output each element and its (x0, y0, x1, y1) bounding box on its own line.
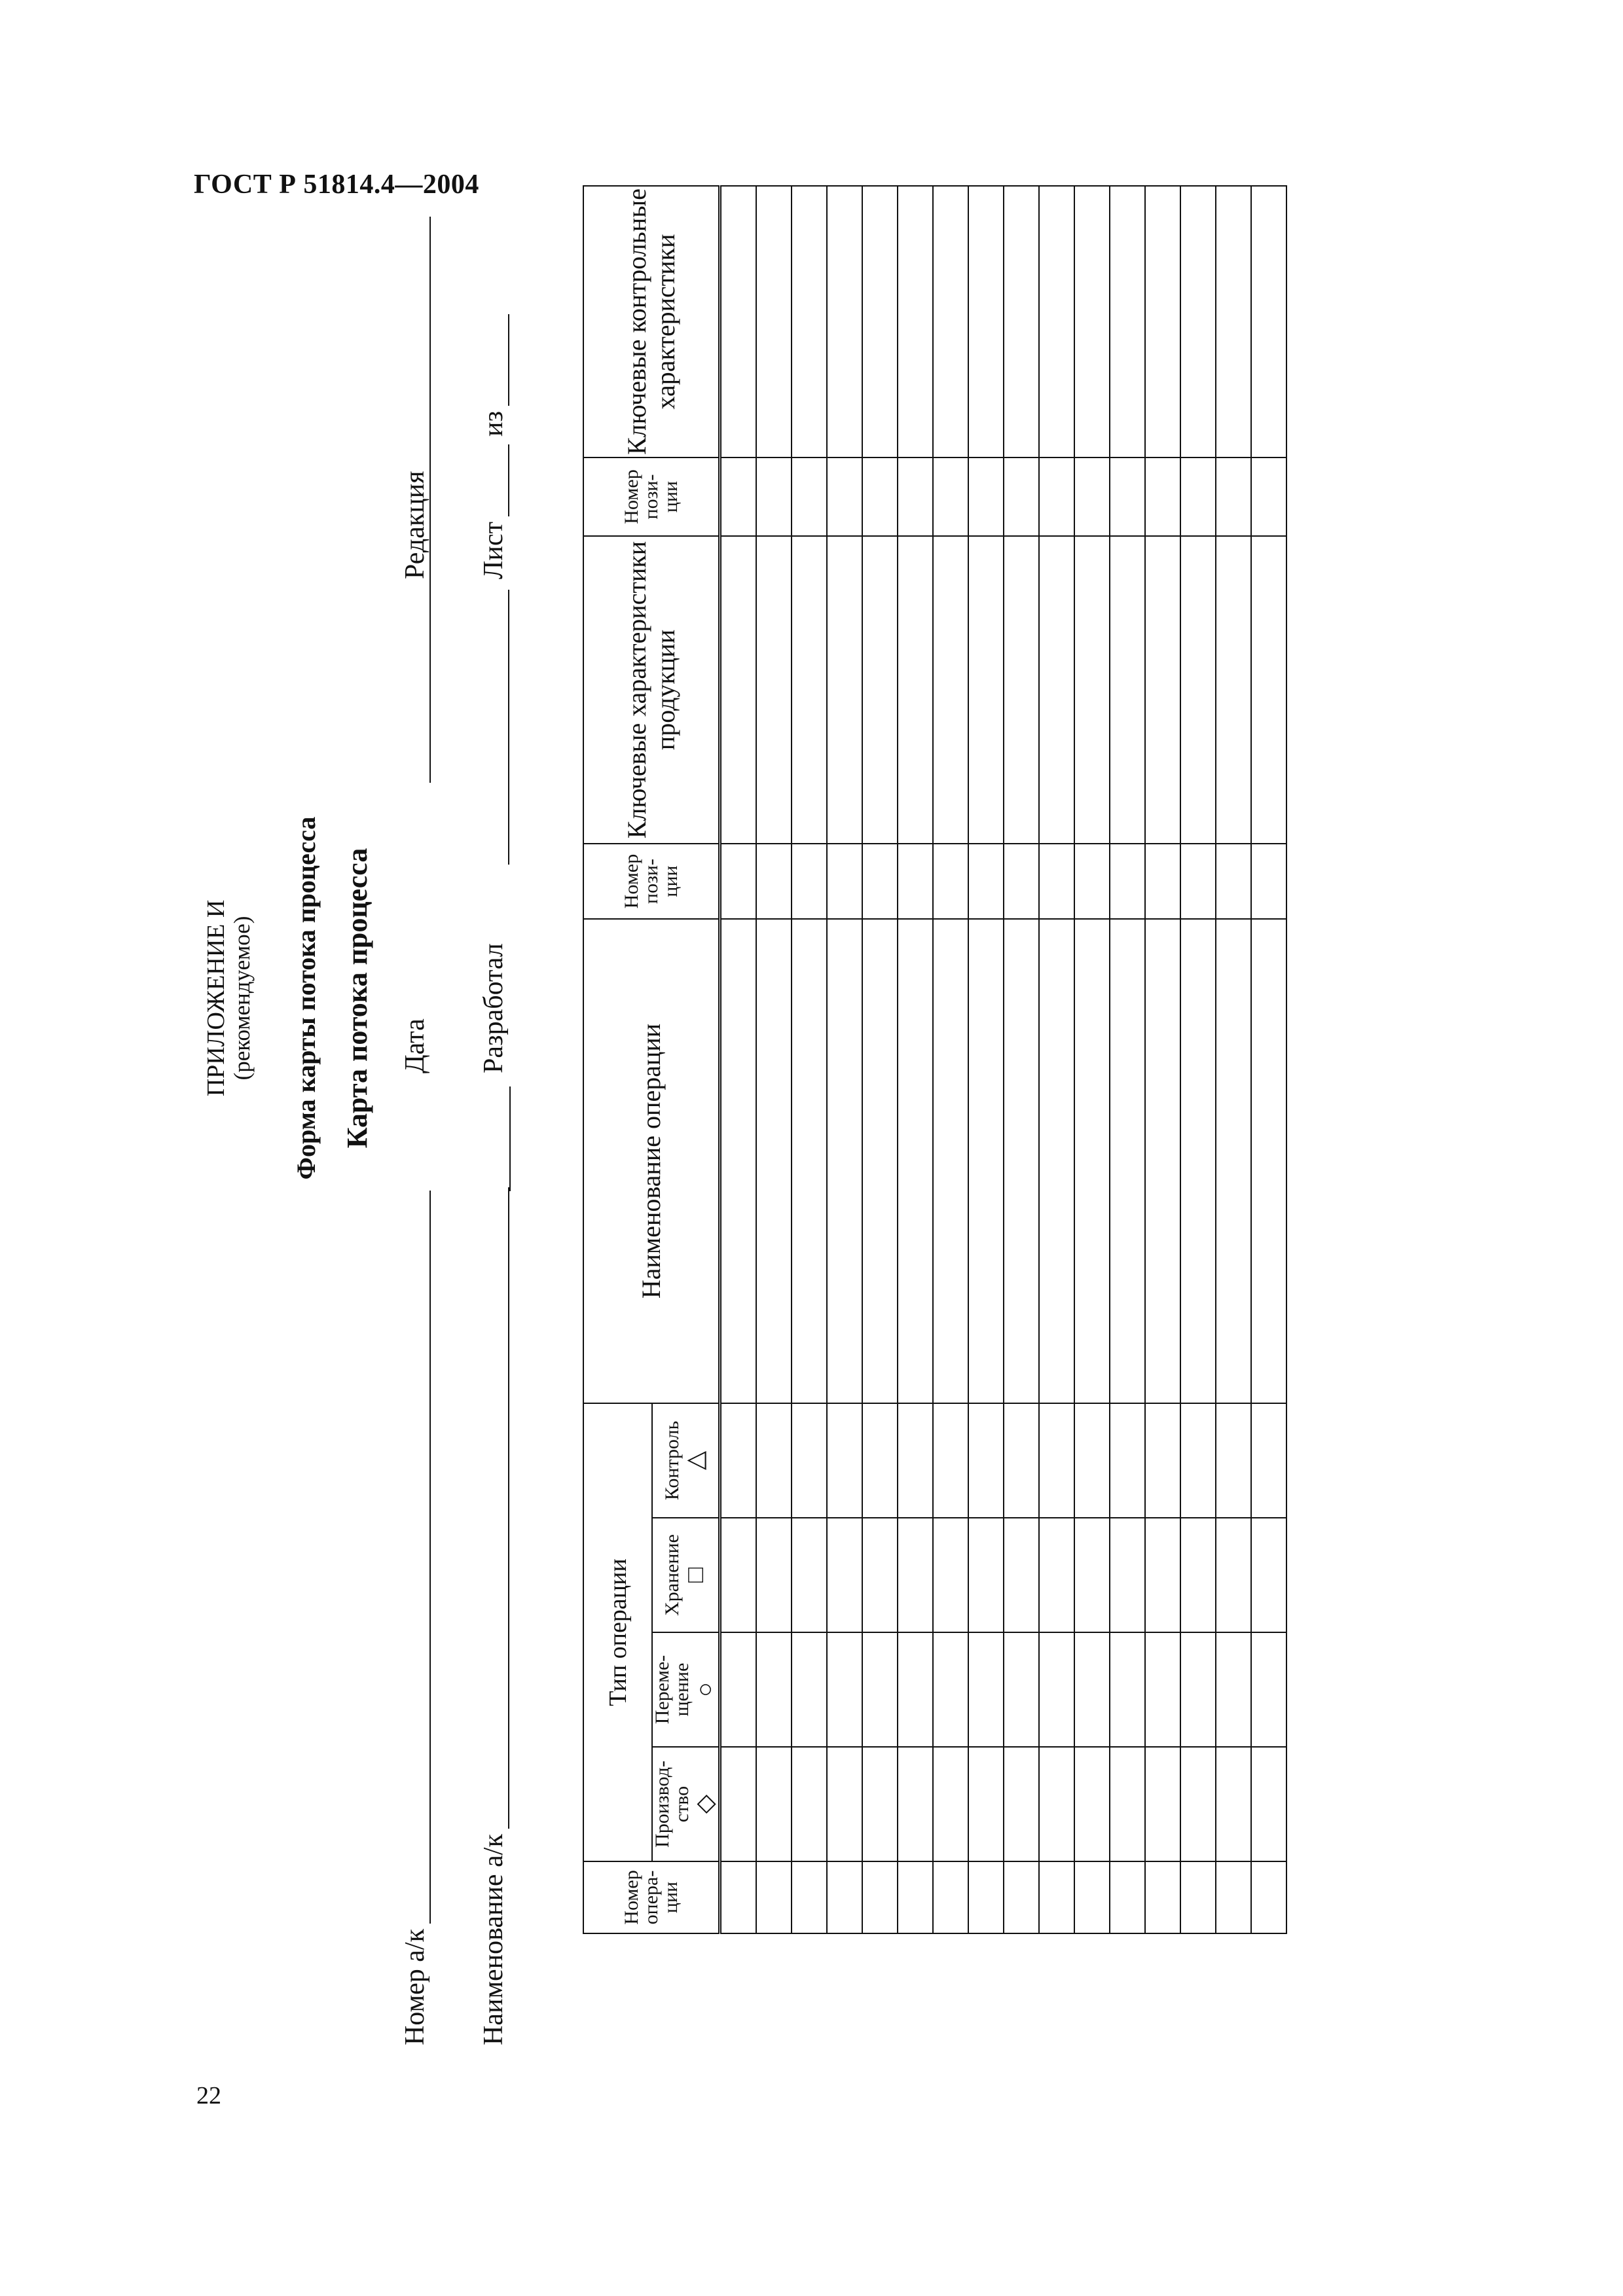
table-cell[interactable] (1251, 1518, 1286, 1632)
table-cell[interactable] (792, 536, 827, 844)
table-cell[interactable] (968, 1518, 1004, 1632)
table-cell[interactable] (1216, 844, 1251, 919)
table-cell[interactable] (1039, 1747, 1074, 1861)
table-cell[interactable] (898, 919, 933, 1403)
table-cell[interactable] (827, 1518, 862, 1632)
table-cell[interactable] (827, 1861, 862, 1933)
table-cell[interactable] (1251, 186, 1286, 457)
table-cell[interactable] (720, 844, 757, 919)
nomer-blank-line[interactable] (403, 1191, 431, 1924)
table-cell[interactable] (968, 1747, 1004, 1861)
date-label: Дата (400, 1018, 430, 1073)
process-flow-table (583, 185, 1287, 1934)
table-cell[interactable] (1251, 457, 1286, 536)
header-movement (652, 1632, 720, 1747)
table-cell[interactable] (1110, 1861, 1145, 1933)
table-cell[interactable] (792, 919, 827, 1403)
table-cell[interactable] (1110, 457, 1145, 536)
appendix-title: ПРИЛОЖЕНИЕ И (202, 899, 230, 1097)
table-cell[interactable] (1145, 536, 1180, 844)
table-cell[interactable] (1039, 457, 1074, 536)
table-cell[interactable] (862, 536, 898, 844)
table-cell[interactable] (1180, 1632, 1216, 1747)
document-standard-number: ГОСТ Р 51814.4—2004 (194, 170, 479, 200)
table-cell[interactable] (1216, 1403, 1251, 1518)
table-cell[interactable] (1074, 1403, 1110, 1518)
table-cell[interactable] (1110, 1518, 1145, 1632)
table-cell[interactable] (1251, 919, 1286, 1403)
table-cell[interactable] (1251, 1861, 1286, 1933)
developer-blank-line[interactable] (482, 590, 509, 865)
table-cell[interactable] (756, 1518, 792, 1632)
developer-field (478, 590, 509, 1073)
table-cell[interactable] (1039, 919, 1074, 1403)
table-cell[interactable] (1110, 844, 1145, 919)
table-cell[interactable] (933, 186, 968, 457)
table-cell[interactable] (933, 536, 968, 844)
table-cell[interactable] (1004, 1403, 1039, 1518)
table-cell[interactable] (1251, 536, 1286, 844)
storage-label: Хранение (661, 1534, 683, 1616)
table-cell[interactable] (898, 1518, 933, 1632)
table-cell[interactable] (1004, 186, 1039, 457)
table-cell[interactable] (756, 536, 792, 844)
table-cell[interactable] (862, 844, 898, 919)
table-cell[interactable] (1145, 1747, 1180, 1861)
table-cell[interactable] (862, 1632, 898, 1747)
nomer-label: Номер а/к (400, 1929, 430, 2045)
header-operation-number: Номер опера- ции (583, 1861, 720, 1933)
table-cell[interactable] (933, 919, 968, 1403)
table-cell[interactable] (1074, 536, 1110, 844)
table-cell[interactable] (756, 186, 792, 457)
table-cell[interactable] (720, 919, 757, 1403)
table-cell[interactable] (1110, 1747, 1145, 1861)
table-cell[interactable] (756, 1861, 792, 1933)
of-blank-line[interactable] (482, 314, 509, 406)
table-row (756, 186, 792, 1933)
table-cell[interactable] (720, 1747, 757, 1861)
sheet-field (478, 314, 509, 579)
table-row (933, 186, 968, 1933)
table-cell[interactable] (1180, 457, 1216, 536)
table-cell[interactable] (1216, 1632, 1251, 1747)
table-cell[interactable] (862, 1861, 898, 1933)
table-cell[interactable] (968, 919, 1004, 1403)
table-row (1216, 186, 1251, 1933)
table-cell[interactable] (720, 1518, 757, 1632)
developer-left-line (509, 1086, 511, 1191)
table-cell[interactable] (898, 457, 933, 536)
table-cell[interactable] (1145, 844, 1180, 919)
table-cell[interactable] (1145, 457, 1180, 536)
table-cell[interactable] (968, 844, 1004, 919)
table-cell[interactable] (720, 1632, 757, 1747)
table-cell[interactable] (1251, 1747, 1286, 1861)
table-cell[interactable] (862, 919, 898, 1403)
table-cell[interactable] (862, 457, 898, 536)
table-cell[interactable] (827, 536, 862, 844)
table-row (1145, 186, 1180, 1933)
table-cell[interactable] (1074, 457, 1110, 536)
table-cell[interactable] (1110, 186, 1145, 457)
table-cell[interactable] (898, 1403, 933, 1518)
table-cell[interactable] (1039, 844, 1074, 919)
table-cell[interactable] (1145, 186, 1180, 457)
nomer-field (399, 1191, 431, 2045)
page-number: 22 (196, 2082, 221, 2109)
table-row (1074, 186, 1110, 1933)
table-row (968, 186, 1004, 1933)
rotated-form (202, 188, 1211, 2045)
table-cell[interactable] (1004, 1861, 1039, 1933)
name-label: Наименование а/к (479, 1834, 509, 2045)
table-cell[interactable] (720, 457, 757, 536)
table-cell[interactable] (827, 919, 862, 1403)
table-row (1180, 186, 1216, 1933)
table-cell[interactable] (862, 186, 898, 457)
table-cell[interactable] (898, 1632, 933, 1747)
table-cell[interactable] (792, 1518, 827, 1632)
table-cell[interactable] (1074, 1518, 1110, 1632)
table-cell[interactable] (827, 186, 862, 457)
table-cell[interactable] (1180, 844, 1216, 919)
table-cell[interactable] (827, 1632, 862, 1747)
table-cell[interactable] (968, 1861, 1004, 1933)
name-blank-line[interactable] (482, 1187, 509, 1829)
table-cell[interactable] (756, 1632, 792, 1747)
form-title: Форма карты потока процесса (291, 816, 321, 1180)
table-cell[interactable] (898, 1747, 933, 1861)
table-cell[interactable] (792, 844, 827, 919)
table-cell[interactable] (1004, 457, 1039, 536)
table-cell[interactable] (968, 1632, 1004, 1747)
table-cell[interactable] (1004, 919, 1039, 1403)
table-cell[interactable] (1251, 1403, 1286, 1518)
table-cell[interactable] (792, 1632, 827, 1747)
table-cell[interactable] (1216, 1861, 1251, 1933)
table-cell[interactable] (1180, 536, 1216, 844)
table-row (792, 186, 827, 1933)
table-cell[interactable] (720, 1403, 757, 1518)
table-cell[interactable] (827, 457, 862, 536)
table-cell[interactable] (1180, 1403, 1216, 1518)
table-cell[interactable] (1145, 1861, 1180, 1933)
table-cell[interactable] (1180, 1861, 1216, 1933)
table-cell[interactable] (933, 844, 968, 919)
diamond-icon: ◇ (691, 1794, 719, 1814)
table-cell[interactable] (898, 536, 933, 844)
table-cell[interactable] (1004, 1747, 1039, 1861)
table-cell[interactable] (898, 186, 933, 457)
table-cell[interactable] (1216, 457, 1251, 536)
table-row (827, 186, 862, 1933)
table-cell[interactable] (1039, 1518, 1074, 1632)
developer-label: Разработал (479, 943, 509, 1073)
table-cell[interactable] (756, 844, 792, 919)
table-cell[interactable] (862, 1403, 898, 1518)
table-cell[interactable] (1180, 186, 1216, 457)
table-cell[interactable] (968, 1403, 1004, 1518)
table-cell[interactable] (1074, 1632, 1110, 1747)
table-cell[interactable] (756, 457, 792, 536)
table-cell[interactable] (792, 457, 827, 536)
sheet-blank-line[interactable] (482, 444, 509, 516)
table-cell[interactable] (933, 1747, 968, 1861)
table-cell[interactable] (1251, 1632, 1286, 1747)
table-cell[interactable] (933, 1632, 968, 1747)
table-cell[interactable] (1110, 1632, 1145, 1747)
header-position-number-1: Номер пози- ции (583, 844, 720, 919)
table-cell[interactable] (792, 186, 827, 457)
table-cell[interactable] (1074, 844, 1110, 919)
table-cell[interactable] (1216, 186, 1251, 457)
table-cell[interactable] (898, 844, 933, 919)
edition-field (399, 217, 431, 579)
name-field (478, 1187, 509, 2045)
circle-icon: ○ (691, 1682, 719, 1697)
table-cell[interactable] (933, 1403, 968, 1518)
table-cell[interactable] (827, 1403, 862, 1518)
table-cell[interactable] (1039, 1403, 1074, 1518)
table-cell[interactable] (1110, 536, 1145, 844)
table-cell[interactable] (1039, 536, 1074, 844)
header-operation-type: Тип операции (583, 1403, 652, 1861)
table-cell[interactable] (862, 1747, 898, 1861)
table-cell[interactable] (756, 1403, 792, 1518)
production-label: Производ- ство (651, 1761, 693, 1848)
table-cell[interactable] (968, 186, 1004, 457)
control-label: Контроль (661, 1420, 683, 1501)
table-cell[interactable] (720, 186, 757, 457)
table-cell[interactable] (1074, 186, 1110, 457)
header-control (652, 1403, 720, 1518)
table-cell[interactable] (1039, 1632, 1074, 1747)
table-cell[interactable] (827, 1747, 862, 1861)
header-position-number-2: Номер пози- ции (583, 457, 720, 536)
table-cell[interactable] (1145, 1518, 1180, 1632)
table-cell[interactable] (1216, 1747, 1251, 1861)
table-cell[interactable] (827, 844, 862, 919)
table-cell[interactable] (1074, 919, 1110, 1403)
table-cell[interactable] (1004, 1632, 1039, 1747)
table-cell[interactable] (1110, 1403, 1145, 1518)
table-cell[interactable] (933, 1518, 968, 1632)
table-row (862, 186, 898, 1933)
table-cell[interactable] (1216, 536, 1251, 844)
table-row (1110, 186, 1145, 1933)
table-cell[interactable] (933, 457, 968, 536)
card-title: Карта потока процесса (341, 848, 373, 1149)
table-row (1251, 186, 1286, 1933)
table-cell[interactable] (968, 536, 1004, 844)
table-cell[interactable] (1145, 1403, 1180, 1518)
of-label: из (479, 410, 509, 437)
edition-label: Редакция (400, 471, 430, 579)
table-row (898, 186, 933, 1933)
table-cell[interactable] (756, 919, 792, 1403)
appendix-subtitle: (рекомендуемое) (229, 916, 255, 1081)
table-body (720, 186, 1287, 1933)
table-cell[interactable] (1004, 844, 1039, 919)
table-cell[interactable] (792, 1403, 827, 1518)
edition-blank-line[interactable] (403, 217, 431, 465)
table-cell[interactable] (792, 1747, 827, 1861)
table-cell[interactable] (756, 1747, 792, 1861)
table-cell[interactable] (968, 457, 1004, 536)
table-cell[interactable] (1251, 844, 1286, 919)
table-cell[interactable] (720, 1861, 757, 1933)
table-cell[interactable] (1110, 919, 1145, 1403)
table-cell[interactable] (1004, 536, 1039, 844)
appendix-heading (203, 704, 255, 1293)
table-cell[interactable] (862, 1518, 898, 1632)
square-icon: □ (682, 1568, 709, 1583)
table-cell[interactable] (1216, 919, 1251, 1403)
table-cell[interactable] (1145, 919, 1180, 1403)
header-storage (652, 1518, 720, 1632)
header-control-characteristics: Ключевые контрольные характеристики (583, 186, 720, 457)
header-operation-name: Наименование операции (583, 919, 720, 1403)
table-cell[interactable] (1180, 919, 1216, 1403)
triangle-icon: △ (682, 1450, 709, 1471)
header-production (652, 1747, 720, 1861)
table-cell[interactable] (898, 1861, 933, 1933)
table-cell[interactable] (720, 536, 757, 844)
table-row (1004, 186, 1039, 1933)
movement-label: Переме- щение (651, 1655, 693, 1725)
header-product-characteristics: Ключевые характеристики продукции (583, 536, 720, 844)
table-cell[interactable] (1074, 1861, 1110, 1933)
table-cell[interactable] (1004, 1518, 1039, 1632)
table-cell[interactable] (1145, 1632, 1180, 1747)
sheet-label: Лист (479, 522, 509, 579)
table-cell[interactable] (1074, 1747, 1110, 1861)
table-cell[interactable] (1216, 1518, 1251, 1632)
table-cell[interactable] (1180, 1747, 1216, 1861)
table-cell[interactable] (933, 1861, 968, 1933)
table-cell[interactable] (1039, 1861, 1074, 1933)
table-row (1039, 186, 1074, 1933)
table-row (720, 186, 757, 1933)
table-cell[interactable] (1039, 186, 1074, 457)
table-cell[interactable] (792, 1861, 827, 1933)
table-cell[interactable] (1180, 1518, 1216, 1632)
